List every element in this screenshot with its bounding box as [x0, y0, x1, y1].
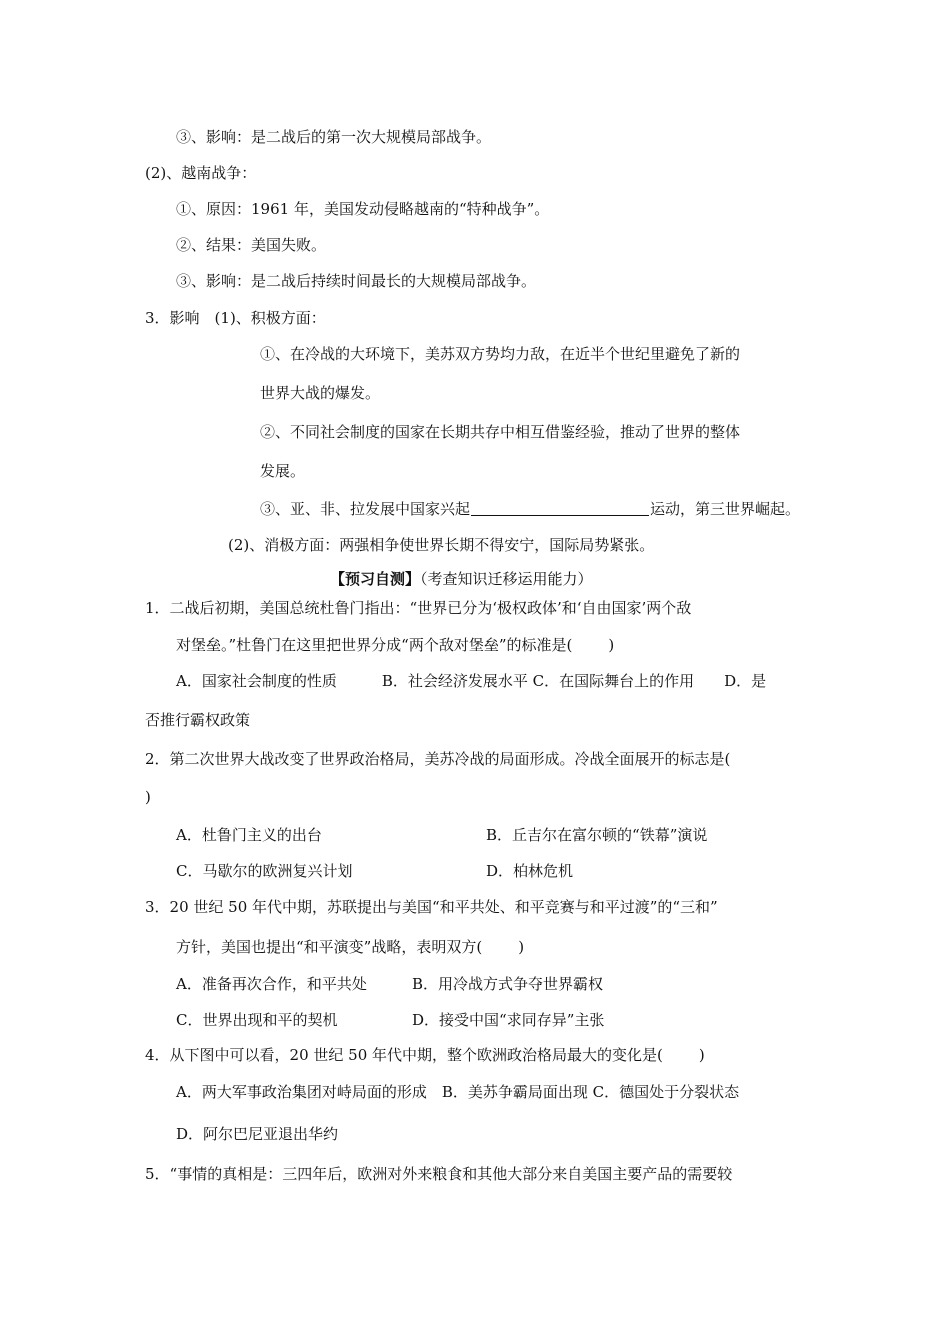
section-subtitle: （考查知识迁移运用能力）	[420, 570, 593, 588]
text-segment: 对堡垒。”杜鲁门在这里把世界分成“两个敌对堡垒”的标准是(	[176, 636, 573, 654]
question-2-option-c: C．马歇尔的欧洲复兴计划	[176, 862, 353, 880]
question-2-stem: 2．第二次世界大战改变了世界政治格局，美苏冷战的局面形成。冷战全面展开的标志是(	[145, 750, 731, 768]
question-4-options: A．两大军事政治集团对峙局面的形成 B．美苏争霸局面出现 C．德国处于分裂状态	[176, 1083, 740, 1101]
text-line-with-blank	[260, 499, 800, 519]
question-2-option-d: D．柏林危机	[486, 862, 574, 880]
text-line: ①、原因：1961 年，美国发动侵略越南的“特种战争”。	[176, 200, 550, 218]
text-segment: 运动，第三世界崛起。	[650, 500, 801, 518]
text-line: ②、不同社会制度的国家在长期共存中相互借鉴经验，推动了世界的整体	[260, 423, 741, 441]
question-3-option-a: A．准备再次合作，和平共处	[176, 975, 367, 993]
question-3-stem-cont	[176, 937, 524, 957]
question-1-options: A．国家社会制度的性质 B．社会经济发展水平 C．在国际舞台上的作用 D．是	[176, 672, 767, 690]
question-3-option-d: D．接受中国“求同存异”主张	[412, 1011, 605, 1029]
text-segment: 4．从下图中可以看，20 世纪 50 年代中期，整个欧洲政治格局最大的变化是(	[145, 1046, 663, 1064]
text-line: 发展。	[260, 462, 306, 480]
text-line: (2)、消极方面：两强相争使世界长期不得安宁，国际局势紧张。	[228, 536, 655, 554]
text-segment: ③、亚、非、拉发展中国家兴起	[260, 500, 471, 518]
text-line: 世界大战的爆发。	[260, 384, 381, 402]
question-2-paren: )	[145, 788, 151, 806]
question-4-option-d: D．阿尔巴尼亚退出华约	[176, 1125, 339, 1143]
text-line: 3．影响 (1)、积极方面：	[145, 309, 326, 327]
text-line: ②、结果：美国失败。	[176, 236, 327, 254]
section-heading	[330, 569, 593, 589]
text-line: ①、在冷战的大环境下，美苏双方势均力敌，在近半个世纪里避免了新的	[260, 345, 741, 363]
text-segment: )	[608, 636, 615, 654]
text-segment: )	[518, 938, 525, 956]
question-3-option-c: C．世界出现和平的契机	[176, 1011, 338, 1029]
question-1-stem-cont	[176, 635, 614, 655]
text-line: ③、影响：是二战后持续时间最长的大规模局部战争。	[176, 272, 537, 290]
question-1-stem: 1．二战后初期，美国总统杜鲁门指出：“世界已分为‘极权政体’和‘自由国家’两个敌	[145, 599, 692, 617]
question-2-option-b: B．丘吉尔在富尔顿的“铁幕”演说	[486, 826, 708, 844]
question-5-stem: 5．“事情的真相是：三四年后，欧洲对外来粮食和其他大部分来自美国主要产品的需要较	[145, 1165, 733, 1183]
text-line: ③、影响：是二战后的第一次大规模局部战争。	[176, 128, 492, 146]
text-segment: )	[698, 1046, 705, 1064]
text-line: (2)、越南战争：	[145, 164, 257, 182]
question-1-options-cont: 否推行霸权政策	[145, 711, 251, 729]
fill-in-blank[interactable]	[471, 500, 649, 516]
section-title: 【预习自测】	[330, 570, 421, 588]
text-segment: 方针，美国也提出“和平演变”战略，表明双方(	[176, 938, 483, 956]
question-4-stem	[145, 1045, 705, 1065]
question-2-option-a: A．杜鲁门主义的出台	[176, 826, 322, 844]
question-3-stem: 3．20 世纪 50 年代中期，苏联提出与美国“和平共处、和平竞赛与和平过渡”的“三和”	[145, 898, 718, 916]
question-3-option-b: B．用冷战方式争夺世界霸权	[412, 975, 604, 993]
